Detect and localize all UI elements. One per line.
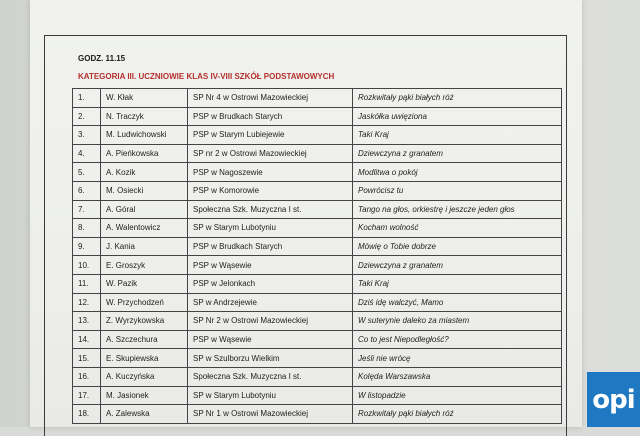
song-title: Dziewczyna z granatem: [353, 256, 562, 275]
school-name: PSP w Jelonkach: [188, 274, 353, 293]
row-number: 8.: [73, 219, 101, 238]
row-number: 11.: [73, 274, 101, 293]
table-row: [73, 405, 562, 424]
table-row: [73, 349, 562, 368]
school-name: Społeczna Szk. Muzyczna I st.: [188, 367, 353, 386]
school-name: PSP w Brudkach Starych: [188, 107, 353, 126]
school-name: PSP w Wąsewie: [188, 330, 353, 349]
song-title: Jaskółka uwięziona: [353, 107, 562, 126]
school-name: SP Nr 2 w Ostrowi Mazowieckiej: [188, 312, 353, 331]
song-title: Mówię o Tobie dobrze: [353, 237, 562, 256]
row-number: 17.: [73, 386, 101, 405]
table-row: [73, 126, 562, 145]
table-row: [73, 274, 562, 293]
row-number: 7.: [73, 200, 101, 219]
row-number: 3.: [73, 126, 101, 145]
row-number: 14.: [73, 330, 101, 349]
row-number: 13.: [73, 312, 101, 331]
table-row: [73, 256, 562, 275]
participant-name: W. Przychodzeń: [101, 293, 188, 312]
participant-name: W. Pazik: [101, 274, 188, 293]
school-name: SP w Andrzejewie: [188, 293, 353, 312]
school-name: SP Nr 4 w Ostrowi Mazowieckiej: [188, 89, 353, 108]
song-title: Co to jest Niepodległość?: [353, 330, 562, 349]
participant-name: A. Walentowicz: [101, 219, 188, 238]
participant-name: A. Kuczyńska: [101, 367, 188, 386]
song-title: Taki Kraj: [353, 274, 562, 293]
table-row: [73, 237, 562, 256]
song-title: Tango na głos, orkiestrę i jeszcze jeden głos: [353, 200, 562, 219]
participant-name: M. Ludwichowski: [101, 126, 188, 145]
participant-name: Z. Wyrzykowska: [101, 312, 188, 331]
table-row: [73, 219, 562, 238]
row-number: 10.: [73, 256, 101, 275]
school-name: PSP w Wąsewie: [188, 256, 353, 275]
table-row: [73, 200, 562, 219]
participant-name: A. Zalewska: [101, 405, 188, 424]
session-time: GODZ. 11.15: [78, 54, 126, 63]
row-number: 9.: [73, 237, 101, 256]
school-name: Społeczna Szk. Muzyczna I st.: [188, 200, 353, 219]
row-number: 12.: [73, 293, 101, 312]
school-name: PSP w Brudkach Starych: [188, 237, 353, 256]
row-number: 16.: [73, 367, 101, 386]
school-name: PSP w Komorowie: [188, 181, 353, 200]
participant-name: A. Pieńkowska: [101, 144, 188, 163]
opi-logo[interactable]: opi: [587, 372, 640, 427]
row-number: 2.: [73, 107, 101, 126]
participant-name: N. Traczyk: [101, 107, 188, 126]
song-title: W suterynie daleko za miastem: [353, 312, 562, 331]
row-number: 15.: [73, 349, 101, 368]
participant-name: E. Groszyk: [101, 256, 188, 275]
song-title: Kocham wolność: [353, 219, 562, 238]
song-title: Jeśli nie wrócę: [353, 349, 562, 368]
participant-name: W. Kłak: [101, 89, 188, 108]
school-name: SP w Starym Lubotyniu: [188, 386, 353, 405]
row-number: 18.: [73, 405, 101, 424]
table-row: [73, 293, 562, 312]
table-row: [73, 144, 562, 163]
participants-table: [72, 88, 562, 424]
participant-name: M. Osiecki: [101, 181, 188, 200]
song-title: Kolęda Warszawska: [353, 367, 562, 386]
song-title: Powrócisz tu: [353, 181, 562, 200]
song-title: Dziewczyna z granatem: [353, 144, 562, 163]
school-name: PSP w Starym Lubiejewie: [188, 126, 353, 145]
row-number: 6.: [73, 181, 101, 200]
school-name: SP Nr 1 w Ostrowi Mazowieckiej: [188, 405, 353, 424]
table-row: [73, 89, 562, 108]
participant-name: A. Kozik: [101, 163, 188, 182]
school-name: SP nr 2 w Ostrowi Mazowieckiej: [188, 144, 353, 163]
table-row: [73, 386, 562, 405]
row-number: 4.: [73, 144, 101, 163]
table-row: [73, 367, 562, 386]
participant-name: J. Kania: [101, 237, 188, 256]
table-row: [73, 107, 562, 126]
song-title: Taki Kraj: [353, 126, 562, 145]
song-title: Dziś idę walczyć, Mamo: [353, 293, 562, 312]
participant-name: M. Jasionek: [101, 386, 188, 405]
school-name: PSP w Nagoszewie: [188, 163, 353, 182]
table-row: [73, 330, 562, 349]
song-title: Rozkwitały pąki białych róż: [353, 405, 562, 424]
song-title: W listopadzie: [353, 386, 562, 405]
school-name: SP w Starym Lubotyniu: [188, 219, 353, 238]
participant-name: E. Skupiewska: [101, 349, 188, 368]
row-number: 5.: [73, 163, 101, 182]
participant-name: A. Szczechura: [101, 330, 188, 349]
category-heading: KATEGORIA III. UCZNIOWIE KLAS IV-VIII SZKÓŁ PODSTAWOWYCH: [78, 72, 335, 81]
table-row: [73, 312, 562, 331]
row-number: 1.: [73, 89, 101, 108]
song-title: Rozkwitały pąki białych róż: [353, 89, 562, 108]
participant-name: A. Góral: [101, 200, 188, 219]
school-name: SP w Szulborzu Wielkim: [188, 349, 353, 368]
table-row: [73, 181, 562, 200]
song-title: Modlitwa o pokój: [353, 163, 562, 182]
table-row: [73, 163, 562, 182]
